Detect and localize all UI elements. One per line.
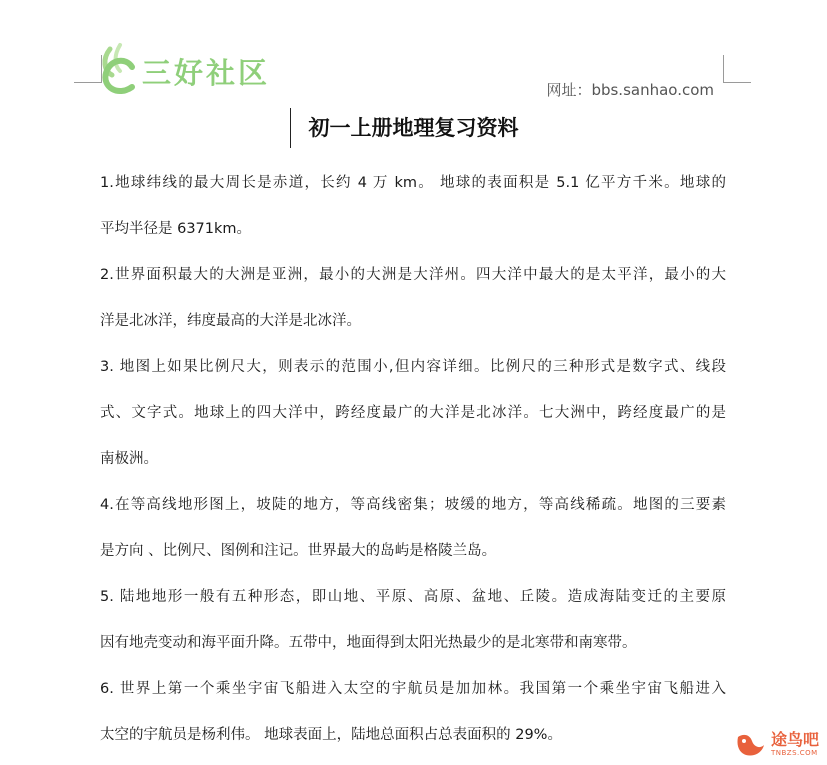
tnbzs-watermark [734,729,819,759]
paragraph-line: 是方向 、比例尺、图例和注记。世界最大的岛屿是格陵兰岛。 [100,543,497,559]
paragraph-line: 平均半径是 6371km。 [100,221,252,237]
watermark-name-en: TNBZS.COM [770,748,818,757]
paragraph-line: 2.世界面积最大的大洲是亚洲，最小的大洲是大洋州。四大洋中最大的是太平洋，最小的大 [100,267,726,283]
bird-logo-icon [734,729,768,759]
document-title: 初一上册地理复习资料 [308,116,519,140]
paragraph-line: 因有地壳变动和海平面升降。五带中，地面得到太阳光热最少的是北寒带和南寒带。 [100,635,637,651]
paragraph-2 [100,252,726,344]
paragraph-line: 南极洲。 [100,451,158,467]
logo-text: 三好社区 [142,55,271,90]
paragraph-4 [100,482,726,574]
paragraph-line: 太空的宇航员是杨利伟。 地球表面上，陆地总面积占总表面积的 29%。 [100,727,562,743]
crop-mark-right-vertical [723,55,724,83]
sanhao-leaf-logo-icon [96,41,140,99]
watermark-name-cn: 途鸟吧 [770,729,819,749]
paragraph-3 [100,344,726,482]
paragraph-line: 5. 陆地地形一般有五种形态，即山地、平原、高原、盆地、丘陵。造成海陆变迁的主要原 [100,589,726,605]
paragraph-6 [100,666,726,758]
paragraph-line: 式、文字式。地球上的四大洋中，跨经度最广的大洋是北冰洋。七大洲中，跨经度最广的是 [100,405,726,421]
sanhao-logo [96,40,270,100]
paragraph-line: 3. 地图上如果比例尺大，则表示的范围小,但内容详细。比例尺的三种形式是数字式、线段 [100,359,726,375]
site-url-label: 网址：bbs.sanhao.com [546,81,714,99]
paragraph-line: 4.在等高线地形图上，坡陡的地方，等高线密集；坡缓的地方，等高线稀疏。地图的三要素 [100,497,726,513]
paragraph-1 [100,160,726,252]
paragraph-line: 1.地球纬线的最大周长是赤道，长约 4 万 km。 地球的表面积是 5.1 亿平方千米。地球的 [100,175,726,191]
paragraph-line: 6. 世界上第一个乘坐宇宙飞船进入太空的宇航员是加加林。我国第一个乘坐宇宙飞船进入 [100,681,726,697]
paragraph-5 [100,574,726,666]
crop-mark-right-horizontal [723,82,751,83]
document-body [100,160,726,758]
paragraph-line: 洋是北冰洋，纬度最高的大洋是北冰洋。 [100,313,361,329]
